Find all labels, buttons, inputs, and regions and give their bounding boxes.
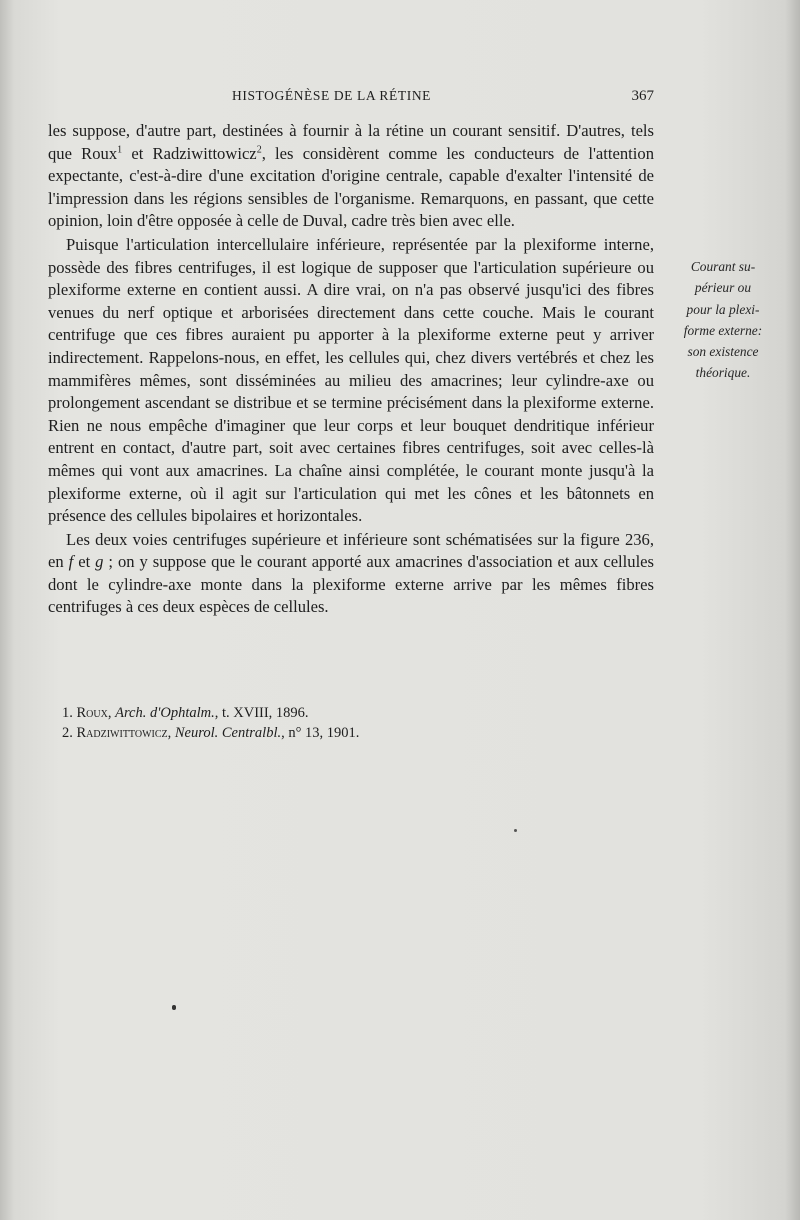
footnote-number: 2. [62, 725, 73, 741]
margin-note-line: son existence [687, 344, 759, 360]
footnote-journal: Arch. d'Ophtalm. [115, 705, 215, 721]
margin-note [662, 256, 784, 384]
margin-note-line: théorique. [695, 365, 751, 381]
margin-note-line: forme externe: [683, 322, 763, 338]
margin-note-line: Courant su- [690, 259, 756, 274]
footnote-number: 1. [62, 705, 73, 721]
page-number: 367 [631, 88, 654, 104]
body-text [48, 120, 654, 619]
footnote-author: Radziwittowicz [76, 725, 168, 741]
paragraph-3-text-a: Les deux voies centrifuges supérieure et inférieure sont schématisées sur la figure 236, en [48, 529, 654, 572]
margin-note-line: périeur ou [694, 280, 752, 296]
figure-label-f: f [68, 552, 74, 572]
margin-note-line: pour la plexi- [686, 301, 760, 317]
running-header [48, 88, 654, 110]
paragraph-3 [48, 529, 654, 619]
footnote-ref-1: 1 [117, 144, 123, 156]
footnote-details: , n° 13, 1901. [281, 725, 360, 741]
paragraph-3-text-c: ; on y suppose que le courant apporté aux amacrines d'association et aux cellules dont le cylindre-axe monte dans la plexiforme externe arrive par les mêmes fibres centrifuges à ces deux espèces de cellules. [48, 552, 655, 617]
paragraph-2: Puisque l'articulation intercellulaire inférieure, représentée par la plexiforme interne, possède des fibres centrifuges, il est logique de supposer que l'articulation supérieure ou plexiforme externe en contient aussi. A dire vrai, on n'a pas observé jusqu'ici des fibres venues du nerf optique et arborisées directement dans cette couche. Mais le courant centrifuge que ces fibres auraient pu apporter à la plexiforme externe peut y arriver indirectement. Rappelons-nous, en effet, les cellules qui, chez divers vertébrés et chez les mammifères mêmes, sont disséminées au milieu des amacrines; leur cylindre-axe ou prolongement ascendant se distribue et se termine précisément dans la plexiforme externe. Rien ne nous empêche d'imaginer que leur corps et leur bouquet dendritique inférieur entrent en contact, d'autre part, soit avec certaines fibres centrifuges, soit avec celles-là mêmes qui vont aux amacrines. La chaîne ainsi complétée, le courant monte jusqu'à la plexiforme externe, où il agit sur l'articulation qui met les cônes et les bâtonnets en présence des cellules bipolaires et horizontales. [48, 234, 654, 526]
running-title: HISTOGÉNÈSE DE LA RÉTINE [232, 88, 432, 103]
paragraph-3-text-b: et [73, 552, 96, 572]
footnote-journal: Neurol. Centralbl. [174, 725, 282, 741]
footnote-details: , t. XVIII, 1896. [214, 705, 309, 721]
footnotes [62, 703, 622, 743]
paragraph-1 [48, 120, 654, 233]
footnote-author: Roux [76, 705, 108, 721]
paragraph-1-text-b: et Radziwittowicz [122, 143, 257, 163]
figure-label-g: g [95, 552, 104, 572]
footnote-2 [62, 723, 622, 743]
footnote-ref-2: 2 [256, 144, 262, 156]
footnote-separator: , [107, 705, 116, 721]
ink-speck [514, 829, 517, 832]
ink-speck [172, 1005, 176, 1010]
footnote-separator: , [167, 725, 175, 741]
footnote-1 [62, 703, 622, 723]
paragraph-1-text-c: , les considèrent comme les conducteurs de l'attention expectante, c'est-à-dire d'une excitation d'origine centrale, capable d'exalter l'intensité de l'impression dans les régions sensibles de l'organisme. Remarquons, en passant, que cette opinion, loin d'être opposée à celle de Duval, cadre très bien avec elle. [48, 143, 654, 231]
paragraph-1-text-a: les suppose, d'autre part, destinées à fournir à la rétine un courant sensitif. D'autres, tels que Roux [48, 121, 654, 163]
